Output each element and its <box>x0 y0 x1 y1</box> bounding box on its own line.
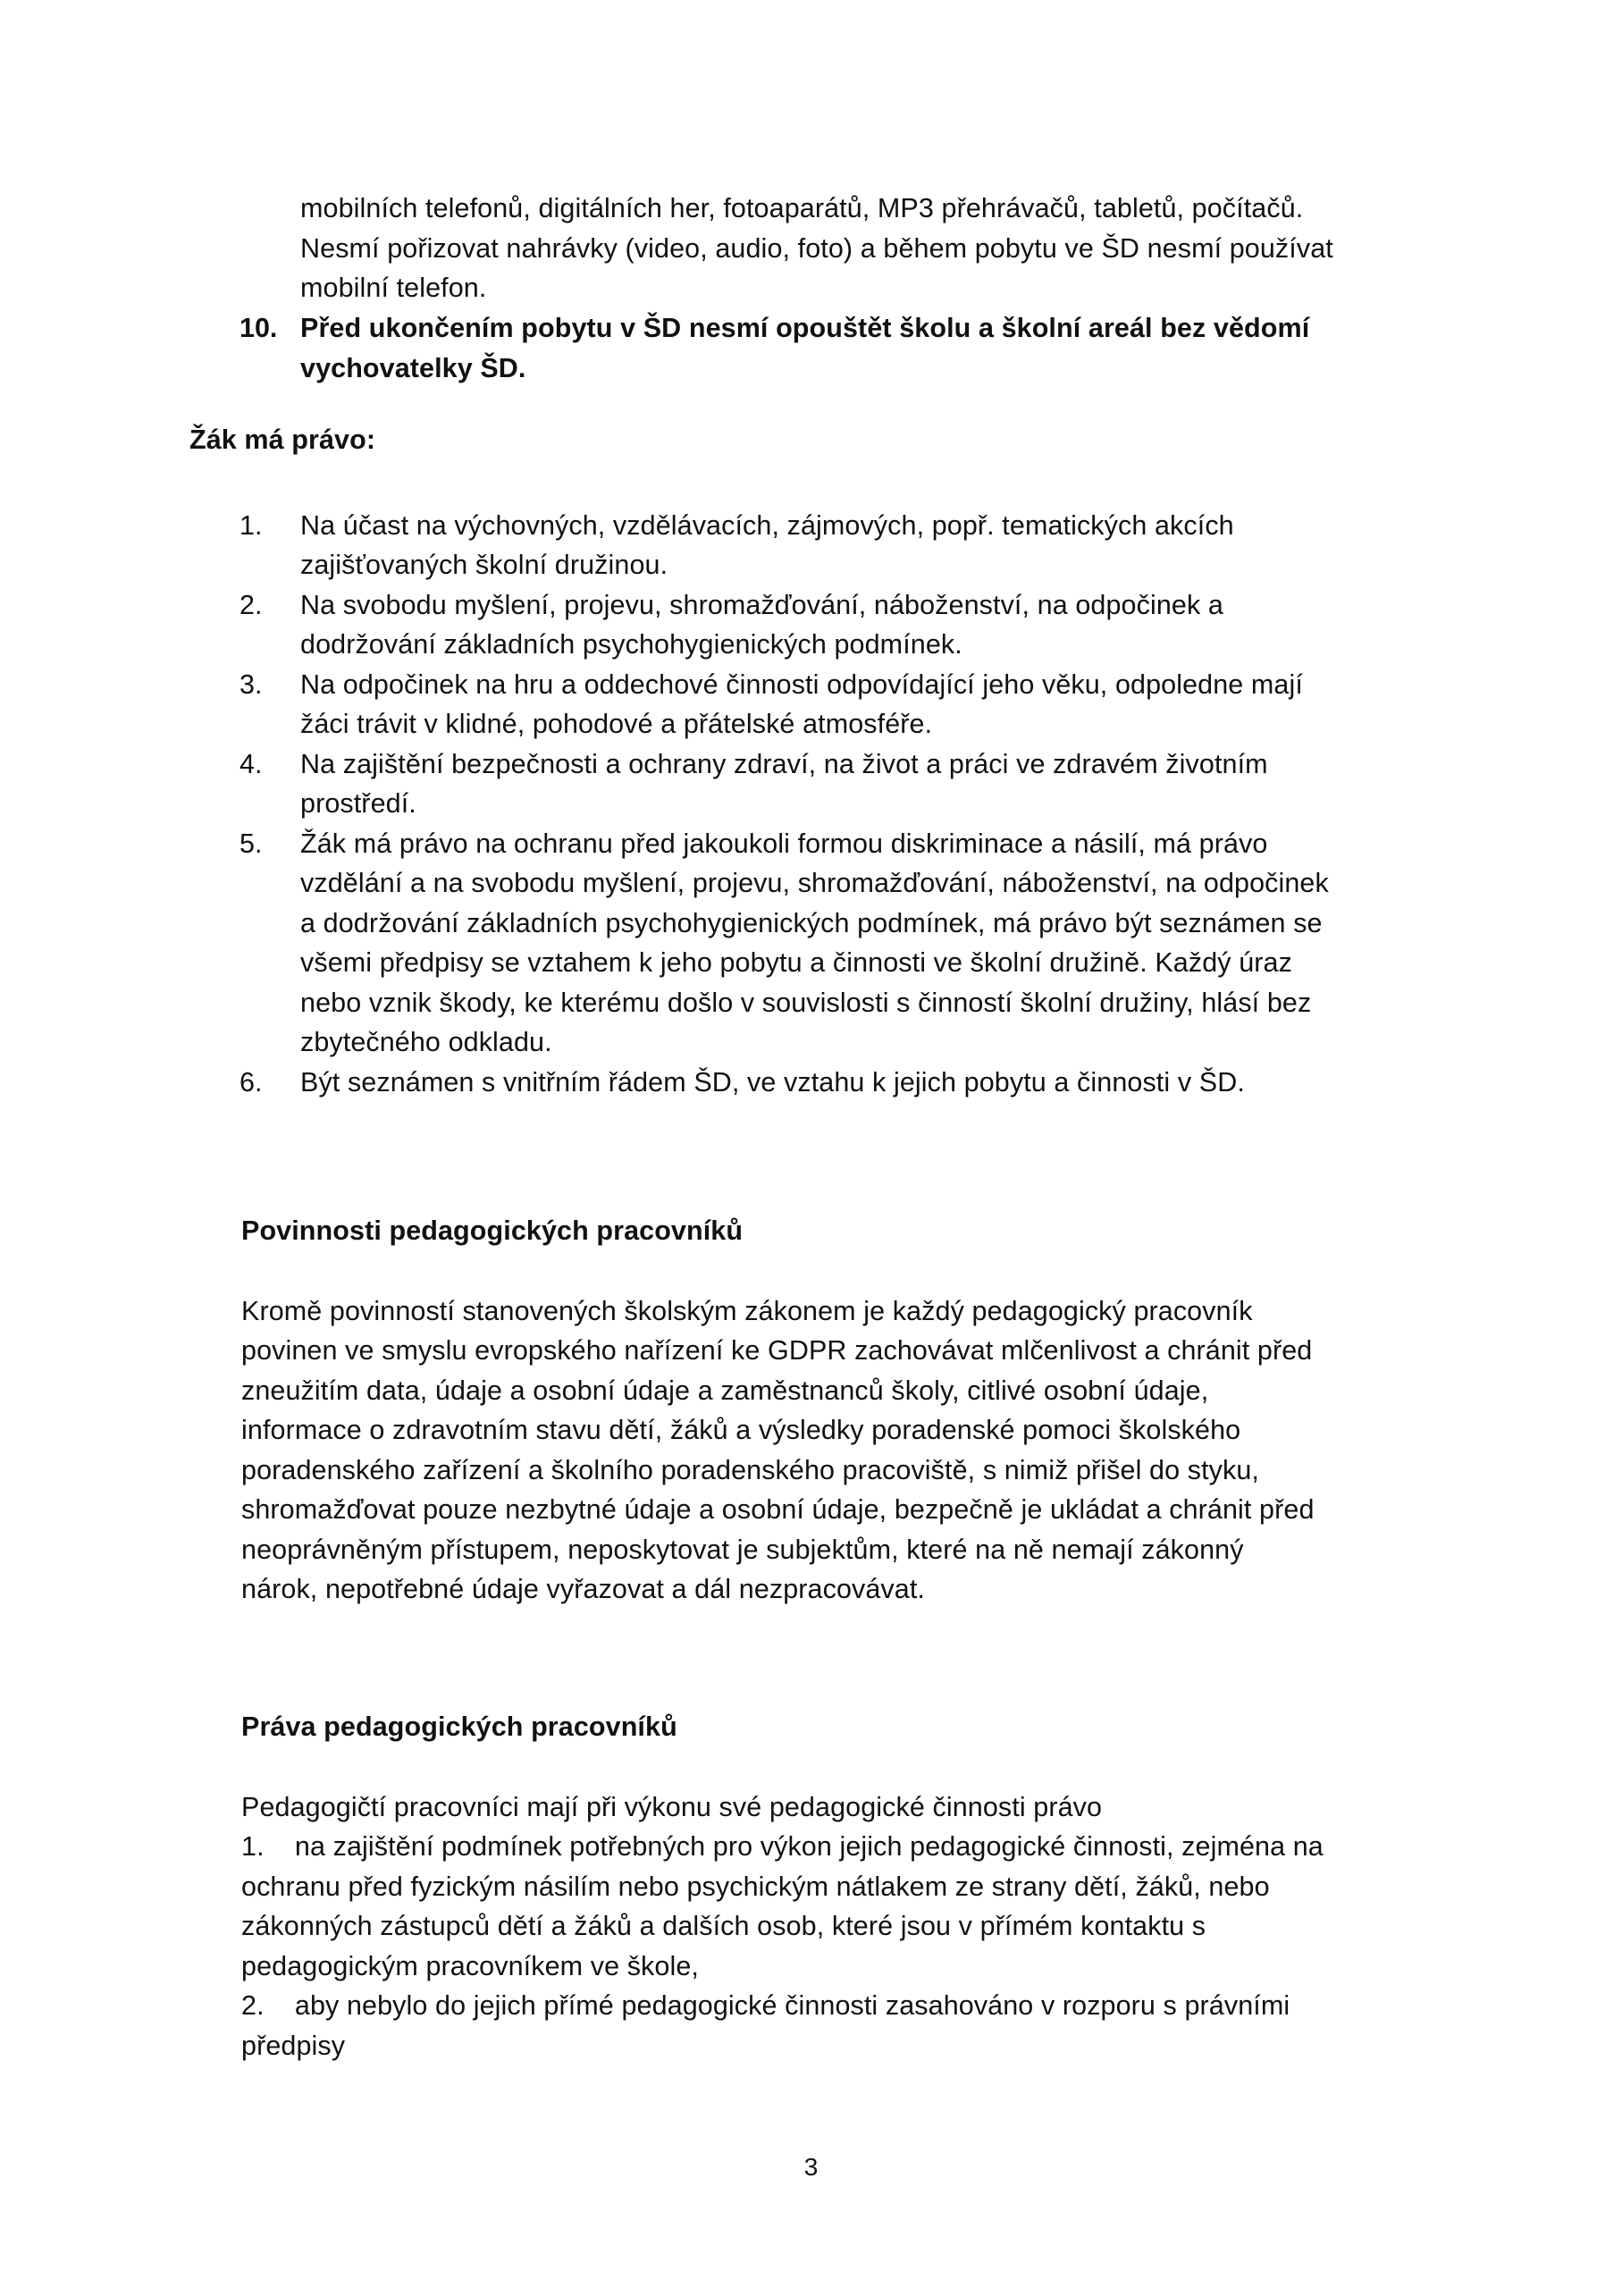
rights-item-4-line-2: prostředí. <box>300 788 416 819</box>
rights-item-5-line-3: a dodržování základních psychohygienických podmínek, má právo být seznámen se <box>300 908 1323 938</box>
rights-item-3-line-2: žáci trávit v klidné, pohodové a přátelské atmosféře. <box>300 709 933 739</box>
rights-heading: Žák má právo: <box>189 425 376 455</box>
rights-item-6-number: 6. <box>240 1067 263 1098</box>
duties-line-6: shromažďovat pouze nezbytné údaje a osobní údaje, bezpečně je ukládat a chránit před <box>241 1494 1315 1525</box>
page-number: 3 <box>803 2153 819 2181</box>
rights-item-5-line-2: vzdělání a na svobodu myšlení, projevu, shromažďování, náboženství, na odpočinek <box>300 868 1329 898</box>
duties-line-2: povinen ve smyslu evropského nařízení ke GDPR zachovávat mlčenlivost a chránit před <box>241 1335 1313 1366</box>
staff-rights-line-6: 2. aby nebylo do jejich přímé pedagogické činnosti zasahováno v rozporu s právními <box>241 1990 1290 2021</box>
duties-line-7: neoprávněným přístupem, neposkytovat je subjektům, které na ně nemají zákonný <box>241 1535 1244 1565</box>
rights-item-3-line-1: Na odpočinek na hru a oddechové činnosti odpovídající jeho věku, odpoledne mají <box>300 669 1303 700</box>
rights-item-6-line-1: Být seznámen s vnitřním řádem ŠD, ve vztahu k jejich pobytu a činnosti v ŠD. <box>300 1067 1245 1098</box>
rights-item-1-line-2: zajišťovaných školní družinou. <box>300 550 668 580</box>
rights-item-5-line-1: Žák má právo na ochranu před jakoukoli formou diskriminace a násilí, má právo <box>300 828 1268 859</box>
staff-rights-line-2: 1. na zajištění podmínek potřebných pro výkon jejich pedagogické činnosti, zejména na <box>241 1831 1324 1862</box>
rights-item-2-line-2: dodržování základních psychohygienických podmínek. <box>300 629 962 660</box>
staff-rights-line-7: předpisy <box>241 2031 346 2061</box>
intro-line-1: mobilních telefonů, digitálních her, fotoaparátů, MP3 přehrávačů, tabletů, počítačů. <box>300 193 1304 223</box>
staff-rights-line-3: ochranu před fyzickým násilím nebo psychickým nátlakem ze strany dětí, žáků, nebo <box>241 1871 1270 1902</box>
item-10-number: 10. <box>240 313 278 343</box>
rights-item-2-number: 2. <box>240 590 263 620</box>
rights-item-1-line-1: Na účast na výchovných, vzdělávacích, zájmových, popř. tematických akcích <box>300 510 1234 541</box>
intro-line-3: mobilní telefon. <box>300 273 487 303</box>
rights-item-5-line-5: nebo vznik škody, ke kterému došlo v souvislosti s činností školní družiny, hlásí bez <box>300 988 1312 1018</box>
staff-rights-line-1: Pedagogičtí pracovníci mají při výkonu své pedagogické činnosti právo <box>241 1792 1103 1822</box>
duties-line-1: Kromě povinností stanovených školským zákonem je každý pedagogický pracovník <box>241 1296 1253 1326</box>
rights-item-2-line-1: Na svobodu myšlení, projevu, shromažďování, náboženství, na odpočinek a <box>300 590 1223 620</box>
rights-item-5-line-4: všemi předpisy se vztahem k jeho pobytu a činnosti ve školní družině. Každý úraz <box>300 947 1292 978</box>
duties-line-3: zneužitím data, údaje a osobní údaje a zaměstnanců školy, citlivé osobní údaje, <box>241 1375 1209 1406</box>
duties-line-8: nárok, nepotřebné údaje vyřazovat a dál nezpracovávat. <box>241 1574 925 1604</box>
duties-line-4: informace o zdravotním stavu dětí, žáků a výsledky poradenské pomoci školského <box>241 1415 1241 1445</box>
staff-rights-line-4: zákonných zástupců dětí a žáků a dalších osob, které jsou v přímém kontaktu s <box>241 1911 1206 1941</box>
item-10-line-1: Před ukončením pobytu v ŠD nesmí opouštět školu a školní areál bez vědomí <box>300 313 1310 343</box>
rights-item-3-number: 3. <box>240 669 263 700</box>
rights-item-4-line-1: Na zajištění bezpečnosti a ochrany zdraví, na život a práci ve zdravém životním <box>300 749 1268 779</box>
duties-line-5: poradenského zařízení a školního poradenského pracoviště, s nimiž přišel do styku, <box>241 1455 1260 1485</box>
rights-item-5-number: 5. <box>240 828 263 859</box>
staff-rights-line-5: pedagogickým pracovníkem ve škole, <box>241 1951 699 1981</box>
item-10-line-2: vychovatelky ŠD. <box>300 353 526 383</box>
intro-line-2: Nesmí pořizovat nahrávky (video, audio, foto) a během pobytu ve ŠD nesmí používat <box>300 233 1333 264</box>
duties-heading: Povinnosti pedagogických pracovníků <box>241 1215 744 1246</box>
rights-item-5-line-6: zbytečného odkladu. <box>300 1027 552 1057</box>
rights-item-4-number: 4. <box>240 749 263 779</box>
staff-rights-heading: Práva pedagogických pracovníků <box>241 1711 677 1742</box>
rights-item-1-number: 1. <box>240 510 263 541</box>
